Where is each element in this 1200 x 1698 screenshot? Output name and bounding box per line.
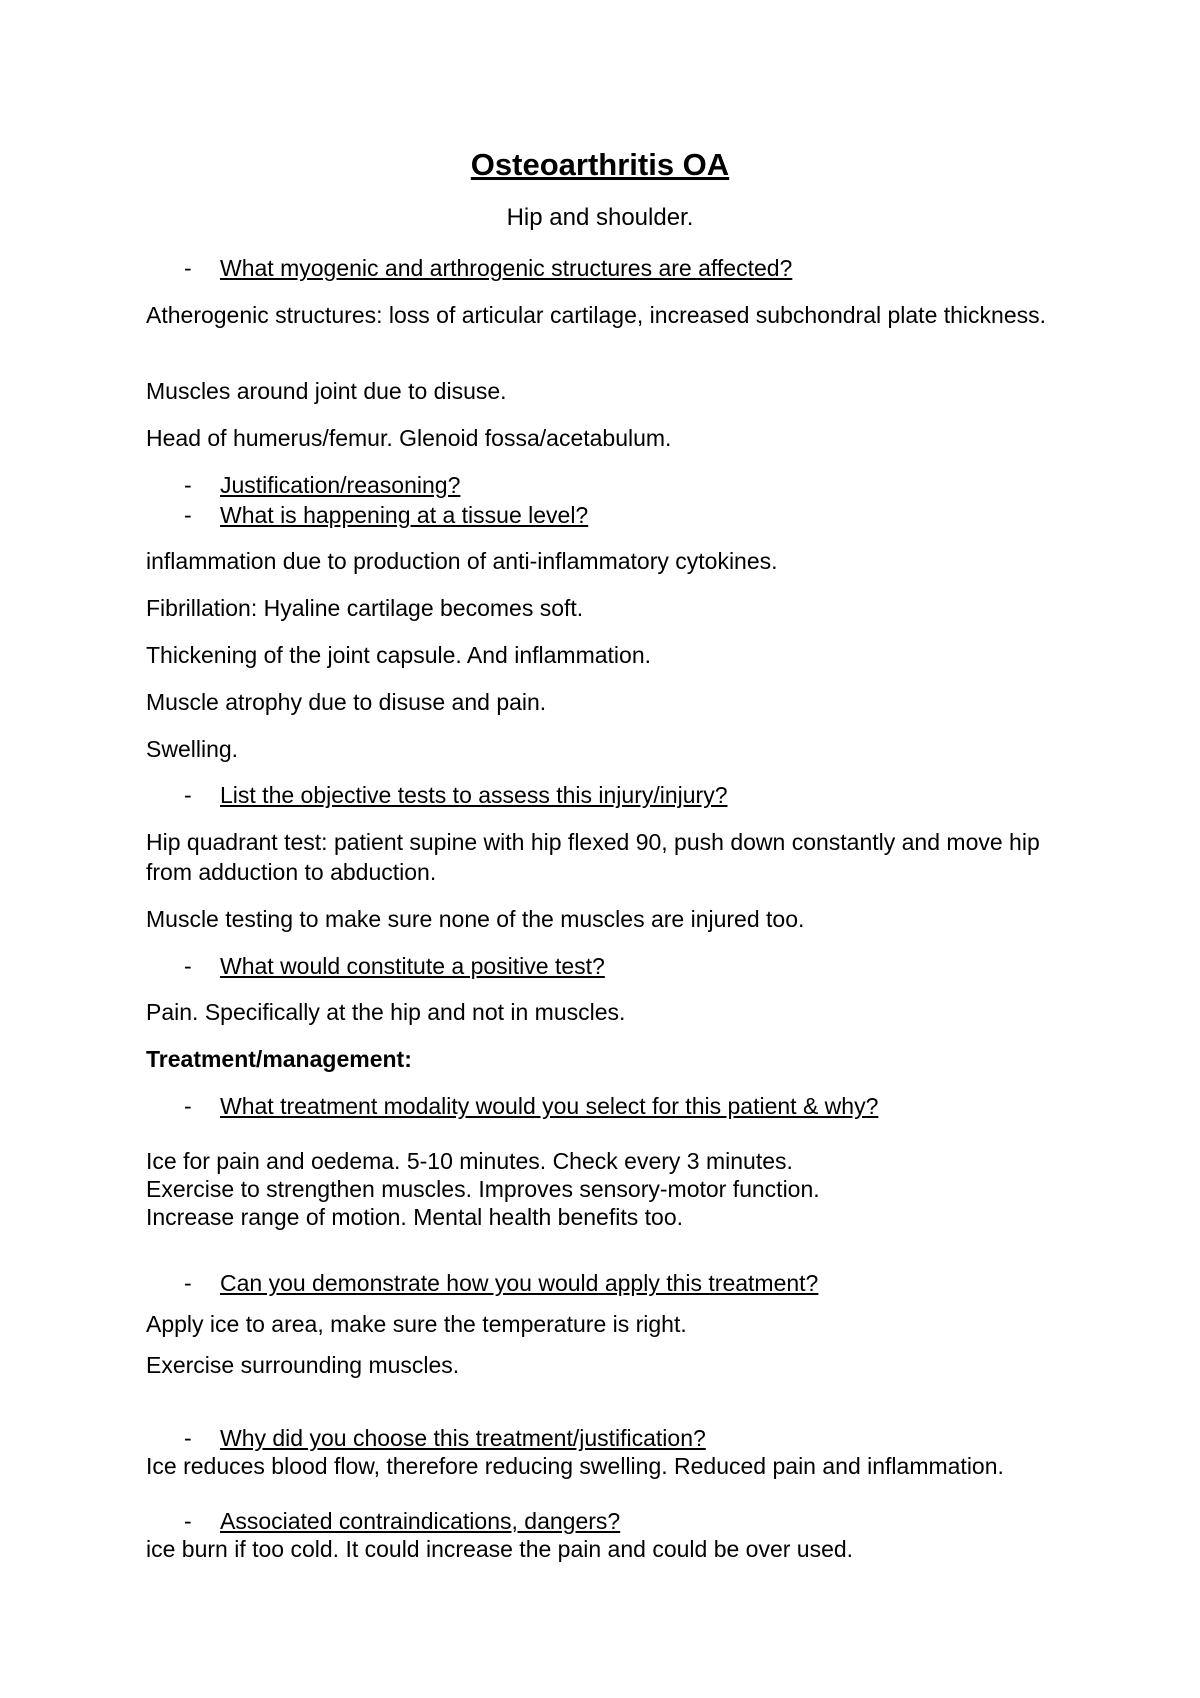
list-dash: -: [184, 255, 192, 281]
paragraph: Muscle atrophy due to disuse and pain.: [146, 689, 547, 715]
list-dash: -: [184, 472, 192, 498]
question-text: What is happening at a tissue level?: [220, 502, 589, 528]
paragraph: Muscles around joint due to disuse.: [146, 378, 507, 404]
list-dash: -: [184, 953, 192, 979]
paragraph: Atherogenic structures: loss of articular cartilage, increased subchondral plate thickness.: [146, 302, 1047, 328]
paragraph: Hip quadrant test: patient supine with hip flexed 90, push down constantly and move hip from adduction to abduction.: [146, 829, 1040, 885]
page-title: Osteoarthritis OA: [470, 147, 730, 182]
paragraph: Pain. Specifically at the hip and not in muscles.: [146, 999, 626, 1025]
paragraph: Apply ice to area, make sure the temperature is right.: [146, 1311, 687, 1337]
paragraph: ice burn if too cold. It could increase the pain and could be over used.: [146, 1536, 854, 1562]
page-subtitle: Hip and shoulder.: [506, 204, 694, 231]
paragraph: Thickening of the joint capsule. And inflammation.: [146, 642, 652, 668]
list-dash: -: [184, 782, 192, 808]
section-heading: Treatment/management:: [146, 1046, 412, 1072]
paragraph: Head of humerus/femur. Glenoid fossa/acetabulum.: [146, 425, 672, 451]
paragraph: Ice reduces blood flow, therefore reducing swelling. Reduced pain and inflammation.: [146, 1453, 1004, 1479]
paragraph: Fibrillation: Hyaline cartilage becomes soft.: [146, 595, 584, 621]
question-text: What myogenic and arthrogenic structures are affected?: [220, 255, 793, 281]
question-text: List the objective tests to assess this injury/injury?: [220, 782, 728, 808]
paragraph: Exercise to strengthen muscles. Improves sensory-motor function.: [146, 1176, 820, 1202]
list-dash: -: [184, 1508, 192, 1534]
question-text: Associated contraindications, dangers?: [220, 1508, 621, 1534]
question-text: Why did you choose this treatment/justification?: [220, 1425, 706, 1451]
question-text: What would constitute a positive test?: [220, 953, 605, 979]
paragraph: Increase range of motion. Mental health benefits too.: [146, 1204, 683, 1230]
list-dash: -: [184, 502, 192, 528]
question-text: Justification/reasoning?: [220, 472, 461, 498]
question-text: Can you demonstrate how you would apply this treatment?: [220, 1270, 819, 1296]
paragraph: Exercise surrounding muscles.: [146, 1352, 460, 1378]
list-dash: -: [184, 1425, 192, 1451]
list-dash: -: [184, 1270, 192, 1296]
paragraph: Swelling.: [146, 736, 239, 762]
list-dash: -: [184, 1093, 192, 1119]
paragraph: Muscle testing to make sure none of the muscles are injured too.: [146, 906, 805, 932]
question-text: What treatment modality would you select for this patient & why?: [220, 1093, 879, 1119]
paragraph: inflammation due to production of anti-inflammatory cytokines.: [146, 548, 778, 574]
paragraph: Ice for pain and oedema. 5-10 minutes. Check every 3 minutes.: [146, 1148, 793, 1174]
